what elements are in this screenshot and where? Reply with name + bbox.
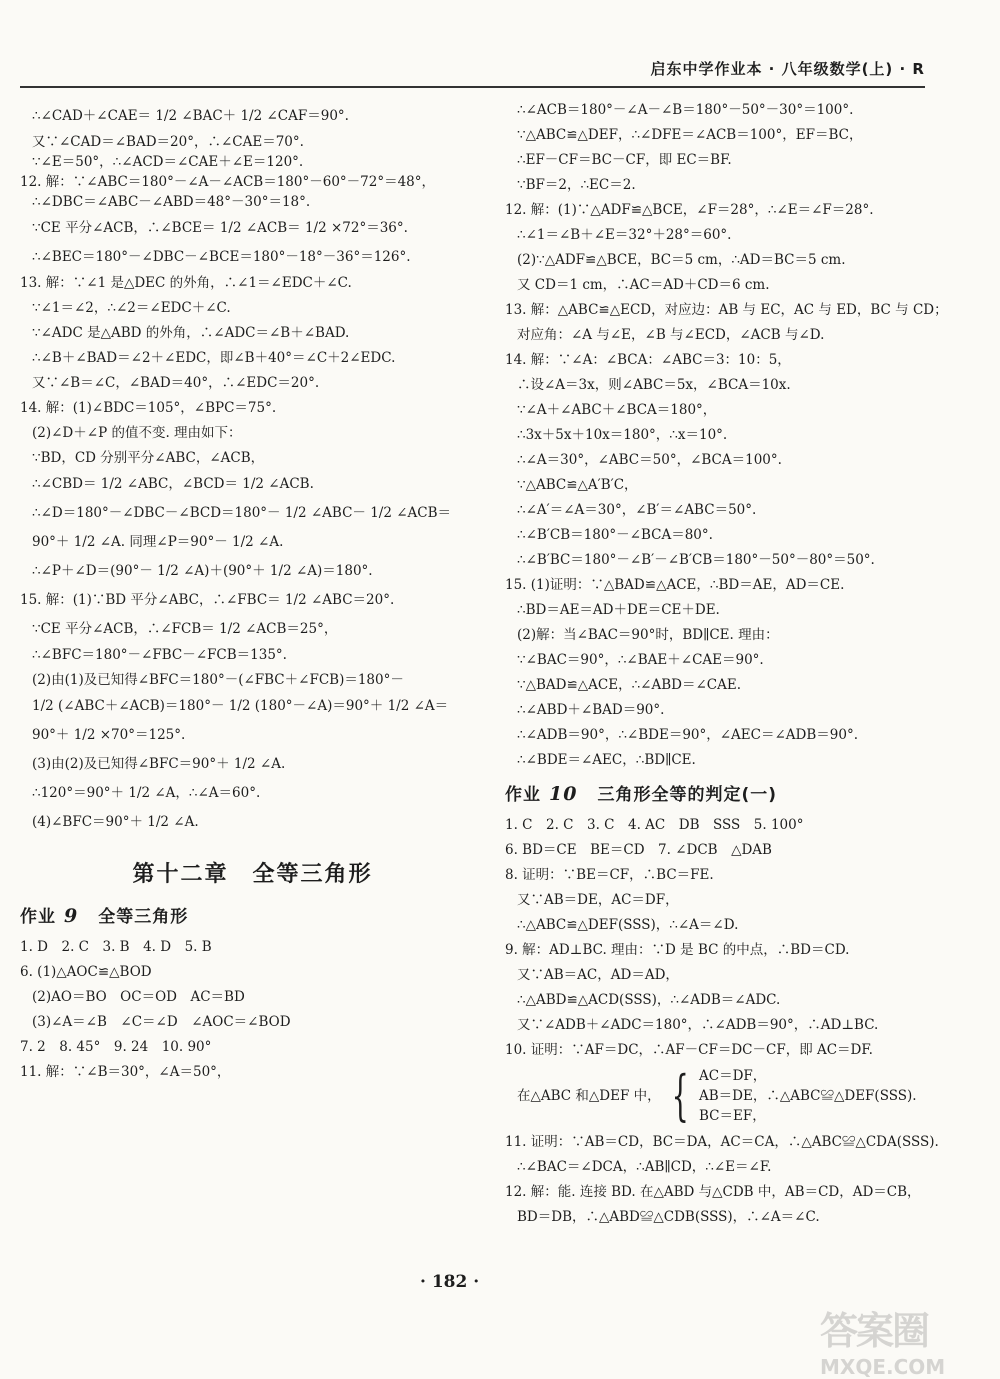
text-line: (2)∠D＋∠P 的值不变. 理由如下： bbox=[32, 425, 242, 441]
text-line: 又∵AB＝AC，AD＝AD， bbox=[517, 967, 679, 983]
text-line: ∴∠ADB＝90°，∴∠BDE＝90°，∠AEC＝∠ADB＝90°. bbox=[517, 727, 859, 743]
text-line: ∵△ABC≌△DEF，∴∠DFE＝∠ACB＝100°，EF＝BC， bbox=[517, 127, 863, 143]
text-line: ∴△ABD≌△ACD(SSS)，∴∠ADB＝∠ADC. bbox=[517, 992, 781, 1008]
text-line: ∴∠CBD＝ 1/2 ∠ABC，∠BCD＝ 1/2 ∠ACB. bbox=[32, 476, 314, 492]
system-lines bbox=[699, 1066, 917, 1126]
text-line: (3)由(2)及已知得∠BFC＝90°＋ 1/2 ∠A. bbox=[32, 756, 286, 772]
answer-block-14 bbox=[20, 398, 485, 584]
text-line: 1/2 (∠ABC＋∠ACB)＝180°－ 1/2 (180°－∠A)＝90°＋ 1/2 ∠A＝ bbox=[32, 698, 449, 714]
text-line: ∴∠BDE＝∠AEC，∴BD∥CE. bbox=[517, 752, 696, 768]
system-line: BC＝EF， bbox=[699, 1108, 766, 1124]
text-line: 10. 证明：∵AF＝DC，∴AF－CF＝DC－CF，即 AC＝DF. bbox=[505, 1042, 873, 1058]
text-line: 13. 解：△ABC≌△ECD，对应边：AB 与 EC，AC 与 ED，BC 与 CD； bbox=[505, 302, 948, 318]
text-line: (4)∠BFC＝90°＋ 1/2 ∠A. bbox=[32, 814, 199, 830]
text-line: BD＝DB，∴△ABD≌△CDB(SSS)，∴∠A＝∠C. bbox=[517, 1209, 820, 1225]
text-line: 6. (1)△AOC≌△BOD bbox=[20, 964, 152, 980]
watermark-logo: 答案圈 bbox=[820, 1309, 929, 1353]
answer-block-13 bbox=[20, 273, 485, 393]
text-line: (2)由(1)及已知得∠BFC＝180°－(∠FBC＋∠FCB)＝180°－ bbox=[32, 672, 404, 688]
text-line: 7. 2 8. 45° 9. 24 10. 90° bbox=[20, 1039, 212, 1055]
text-line: ∵BD，CD 分别平分∠ABC，∠ACB， bbox=[32, 450, 265, 466]
answer-block-11-cont bbox=[20, 103, 485, 172]
text-line: 又∵∠CAD＝∠BAD＝20°，∴∠CAE＝70°. bbox=[32, 134, 304, 150]
text-line: 又 CD＝1 cm，∴AC＝AD＋CD＝6 cm. bbox=[517, 277, 770, 293]
header-rule bbox=[20, 86, 925, 88]
text-line: ∴∠ABD＋∠BAD＝90°. bbox=[517, 702, 665, 718]
text-line: ∵∠1＝∠2，∴∠2＝∠EDC＋∠C. bbox=[32, 300, 231, 316]
text-line: ∵∠E＝50°，∴∠ACD＝∠CAE＋∠E＝120°. bbox=[32, 154, 304, 170]
answer-block-hw9 bbox=[20, 937, 485, 1082]
text-line: ∴∠A′＝∠A＝30°，∠B′＝∠ABC＝50°. bbox=[517, 502, 757, 518]
text-line: ∵△ABC≌△A′B′C， bbox=[517, 477, 638, 493]
text-line: 15. (1)证明：∵△BAD≌△ACE，∴BD＝AE，AD＝CE. bbox=[505, 577, 845, 593]
watermark-url: MXQE.COM bbox=[820, 1355, 946, 1379]
watermark bbox=[820, 1300, 990, 1379]
answer-block-15 bbox=[20, 587, 485, 835]
text-line: ∴∠P＋∠D＝(90°－ 1/2 ∠A)＋(90°＋ 1/2 ∠A)＝180°. bbox=[32, 563, 373, 579]
text-line: ∴∠BEC＝180°－∠DBC－∠BCE＝180°－18°－36°＝126°. bbox=[32, 249, 411, 265]
text-line: (2)解：当∠BAC＝90°时，BD∥CE. 理由： bbox=[517, 627, 779, 643]
text-line: 1. D 2. C 3. B 4. D 5. B bbox=[20, 939, 212, 955]
text-line: ∴∠DBC＝∠ABC－∠ABD＝48°－30°＝18°. bbox=[32, 194, 311, 210]
chapter-title: 第十二章 全等三角形 bbox=[132, 862, 373, 887]
left-brace: { bbox=[671, 1064, 689, 1127]
text-line: ∴∠ACB＝180°－∠A－∠B＝180°－50°－30°＝100°. bbox=[517, 102, 854, 118]
text-line: 1. C 2. C 3. C 4. AC DB SSS 5. 100° bbox=[505, 817, 804, 833]
text-line: (3)∠A＝∠B ∠C＝∠D ∠AOC＝∠BOD bbox=[32, 1014, 291, 1030]
text-line: 11. 解：∵∠B＝30°，∠A＝50°， bbox=[20, 1064, 231, 1080]
answer-block-right-3 bbox=[505, 1132, 939, 1227]
text-line: ∵∠BAC＝90°，∴∠BAE＋∠CAE＝90°. bbox=[517, 652, 764, 668]
text-line: 13. 解：∵∠1 是△DEC 的外角，∴∠1＝∠EDC＋∠C. bbox=[20, 275, 352, 291]
text-line: ∴∠D＝180°－∠DBC－∠BCD＝180°－ 1/2 ∠ABC－ 1/2 ∠ACB＝ bbox=[32, 505, 452, 521]
text-line: ∴∠A＝30°，∠ABC＝50°，∠BCA＝100°. bbox=[517, 452, 782, 468]
running-header: 启东中学作业本 · 八年级数学(上) · R bbox=[650, 60, 925, 78]
system-line: AB＝DE，∴△ABC≌△DEF(SSS). bbox=[699, 1088, 917, 1104]
text-line: ∴EF－CF＝BC－CF，即 EC＝BF. bbox=[517, 152, 732, 168]
text-line: 8. 证明：∵BE＝CF，∴BC＝FE. bbox=[505, 867, 714, 883]
homework-label: 作业 bbox=[505, 785, 541, 805]
text-line: 对应角：∠A 与∠E，∠B 与∠ECD，∠ACB 与∠D. bbox=[517, 327, 825, 343]
text-line: ∵∠ADC 是△ABD 的外角，∴∠ADC＝∠B＋∠BAD. bbox=[32, 325, 350, 341]
text-line: ∴∠CAD＋∠CAE＝ 1/2 ∠BAC＋ 1/2 ∠CAF＝90°. bbox=[32, 108, 349, 124]
homework-number: 9 bbox=[64, 905, 79, 927]
text-line: ∵CE 平分∠ACB，∴∠BCE＝ 1/2 ∠ACB＝ 1/2 ×72°＝36°. bbox=[32, 220, 408, 236]
text-line: ∴∠BFC＝180°－∠FBC－∠FCB＝135°. bbox=[32, 647, 287, 663]
text-line: ∴120°＝90°＋ 1/2 ∠A，∴∠A＝60°. bbox=[32, 785, 261, 801]
text-line: ∵CE 平分∠ACB，∴∠FCB＝ 1/2 ∠ACB＝25°， bbox=[32, 621, 338, 637]
left-column bbox=[20, 100, 485, 1082]
homework-heading-10 bbox=[505, 780, 925, 805]
answer-block-right-1 bbox=[505, 100, 948, 770]
text-line: ∴BD＝AE＝AD＋DE＝CE＋DE. bbox=[517, 602, 720, 618]
text-line: 9. 解：AD⊥BC. 理由：∵D 是 BC 的中点，∴BD＝CD. bbox=[505, 942, 850, 958]
homework-number: 10 bbox=[549, 783, 578, 805]
system-prefix: 在△ABC 和△DEF 中， bbox=[517, 1088, 661, 1104]
text-line: ∴△ABC≌△DEF(SSS)，∴∠A＝∠D. bbox=[517, 917, 739, 933]
text-line: 又∵AB＝DE，AC＝DF， bbox=[517, 892, 679, 908]
text-line: ∴∠B′CB＝180°－∠BCA＝80°. bbox=[517, 527, 713, 543]
homework-title: 三角形全等的判定(一) bbox=[597, 785, 777, 805]
page-number: · 182 · bbox=[420, 1272, 480, 1292]
text-line: ∴设∠A＝3x，则∠ABC＝5x，∠BCA＝10x. bbox=[517, 377, 791, 393]
text-line: 11. 证明：∵AB＝CD，BC＝DA，AC＝CA，∴△ABC≌△CDA(SSS). bbox=[505, 1134, 939, 1150]
text-line: ∴∠B＋∠BAD＝∠2＋∠EDC，即∠B＋40°＝∠C＋2∠EDC. bbox=[32, 350, 396, 366]
system-line: AC＝DF， bbox=[699, 1068, 767, 1084]
text-line: ∵BF＝2，∴EC＝2. bbox=[517, 177, 636, 193]
answer-block-hw10 bbox=[505, 815, 925, 1060]
text-line: 12. 解：(1)∵△ADF≌△BCE，∠F＝28°，∴∠E＝∠F＝28°. bbox=[505, 202, 874, 218]
homework-title: 全等三角形 bbox=[98, 907, 189, 927]
homework-label: 作业 bbox=[20, 907, 56, 927]
answer-block-12 bbox=[20, 172, 485, 270]
text-line: ∵∠A＋∠ABC＋∠BCA＝180°， bbox=[517, 402, 717, 418]
text-line: (2)∵△ADF≌△BCE，BC＝5 cm，∴AD＝BC＝5 cm. bbox=[517, 252, 846, 268]
equation-system bbox=[505, 1066, 925, 1126]
text-line: 又∵∠ADB＋∠ADC＝180°，∴∠ADB＝90°，∴AD⊥BC. bbox=[517, 1017, 879, 1033]
text-line: ∴∠BAC＝∠DCA，∴AB∥CD，∴∠E＝∠F. bbox=[517, 1159, 772, 1175]
right-column bbox=[505, 100, 948, 1227]
text-line: (2)AO＝BO OC＝OD AC＝BD bbox=[32, 989, 245, 1005]
text-line: 90°＋ 1/2 ∠A. 同理∠P＝90°－ 1/2 ∠A. bbox=[32, 534, 284, 550]
text-line: 90°＋ 1/2 ×70°＝125°. bbox=[32, 727, 186, 743]
text-line: 15. 解：(1)∵BD 平分∠ABC，∴∠FBC＝ 1/2 ∠ABC＝20°. bbox=[20, 592, 395, 608]
text-line: 12. 解：∵∠ABC＝180°－∠A－∠ACB＝180°－60°－72°＝48°， bbox=[20, 174, 436, 190]
homework-heading-9 bbox=[20, 902, 485, 927]
text-line: ∵△BAD≌△ACE，∴∠ABD＝∠CAE. bbox=[517, 677, 742, 693]
text-line: 14. 解：∵∠A：∠BCA：∠ABC＝3：10：5， bbox=[505, 352, 791, 368]
text-line: 12. 解：能. 连接 BD. 在△ABD 与△CDB 中，AB＝CD，AD＝CB， bbox=[505, 1184, 921, 1200]
text-line: 14. 解：(1)∠BDC＝105°，∠BPC＝75°. bbox=[20, 400, 277, 416]
text-line: ∴∠1＝∠B＋∠E＝32°＋28°＝60°. bbox=[517, 227, 732, 243]
text-line: 又∵∠B＝∠C，∠BAD＝40°，∴∠EDC＝20°. bbox=[32, 375, 320, 391]
text-line: ∴3x＋5x＋10x＝180°，∴x＝10°. bbox=[517, 427, 728, 443]
text-line: 6. BD＝CE BE＝CD 7. ∠DCB △DAB bbox=[505, 842, 772, 858]
text-line: ∴∠B′BC＝180°－∠B′－∠B′CB＝180°－50°－80°＝50°. bbox=[517, 552, 875, 568]
